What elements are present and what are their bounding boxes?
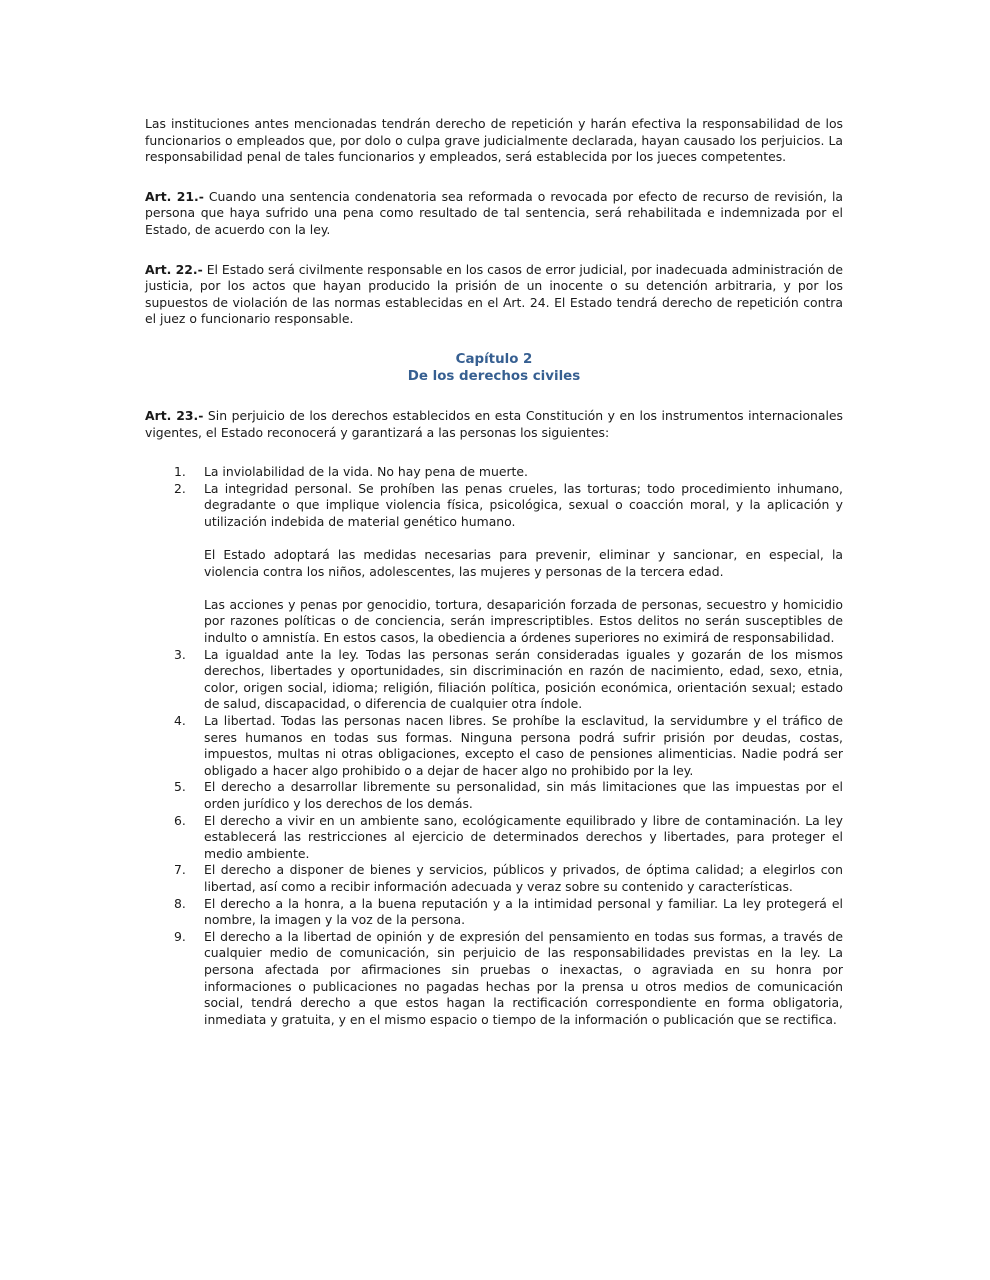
list-item-number: 3.: [174, 646, 186, 662]
list-item-text: El derecho a la libertad de opinión y de expresión del pensamiento en todas sus formas, a través de cualquier medio de comunicación, sin perjuicio de las responsabilidades previstas en la ley. La persona afectada por afirmaciones sin pruebas o inexactas, o agraviada en su honra por informaciones o publicaciones no pagadas hechas por la prensa u otros medios de comunicación social, tendrá derecho a que estos hagan la rectificación correspondiente en forma obligatoria, inmediata y gratuita, y en el mismo espacio o tiempo de la información o publicación que se rectifica.: [204, 928, 843, 1027]
list-item-number: 8.: [174, 895, 186, 911]
list-item: [145, 813, 843, 863]
article-22: [145, 262, 843, 328]
document-page: [145, 116, 843, 1028]
list-item-text: El derecho a vivir en un ambiente sano, ecológicamente equilibrado y libre de contaminación. La ley establecerá las restricciones al ejercicio de determinados derechos y libertades, para proteger el medio ambiente.: [204, 812, 843, 861]
list-item: [145, 464, 843, 481]
list-item: [145, 896, 843, 929]
article-21: [145, 189, 843, 239]
list-item-text: El derecho a la honra, a la buena reputación y a la intimidad personal y familiar. La ley protegerá el nombre, la imagen y la voz de la persona.: [204, 895, 843, 928]
list-item: [145, 647, 843, 713]
list-item-number: 1.: [174, 464, 186, 480]
list-item: [145, 862, 843, 895]
list-item: [145, 779, 843, 812]
list-item-number: 2.: [174, 480, 186, 496]
article-22-label: Art. 22.-: [145, 261, 203, 277]
article-21-label: Art. 21.-: [145, 188, 204, 204]
rights-list: [145, 464, 843, 1028]
list-item-text: La igualdad ante la ley. Todas las personas serán consideradas iguales y gozarán de los mismos derechos, libertades y oportunidades, sin discriminación en razón de nacimiento, edad, sexo, etnia, color, origen social, idioma; religión, filiación política, posición económica, orientación sexual; estado de salud, discapacidad, o diferencia de cualquier otra índole.: [204, 646, 843, 712]
list-item-text: El derecho a desarrollar libremente su personalidad, sin más limitaciones que las impuestas por el orden jurídico y los derechos de los demás.: [204, 779, 843, 811]
list-item-number: 5.: [174, 779, 186, 795]
list-item-text: La inviolabilidad de la vida. No hay pena de muerte.: [204, 464, 528, 480]
list-item-number: 9.: [174, 928, 186, 944]
chapter-heading: [145, 351, 843, 385]
chapter-number: Capítulo 2: [455, 351, 533, 367]
list-item: [145, 713, 843, 779]
list-item-text: La libertad. Todas las personas nacen libres. Se prohíbe la esclavitud, la servidumbre y el tráfico de seres humanos en todas sus formas. Ninguna persona podrá sufrir prisión por deudas, costas, impuestos, multas ni otras obligaciones, excepto el caso de pensiones alimenticias. Nadie podrá ser obligado a hacer algo prohibido o a dejar de hacer algo no prohibido por la ley.: [204, 713, 843, 778]
list-item-subparagraph: Las acciones y penas por genocidio, tortura, desaparición forzada de personas, secuestro y homicidio por razones políticas o de conciencia, serán imprescriptibles. Estos delitos no serán susceptibles de indulto o amnistía. En estos casos, la obediencia a órdenes superiores no eximirá de responsabilidad.: [204, 596, 843, 646]
list-item-subparagraph: El Estado adoptará las medidas necesarias para prevenir, eliminar y sancionar, en especial, la violencia contra los niños, adolescentes, las mujeres y personas de la tercera edad.: [204, 547, 843, 579]
list-item-number: 6.: [174, 812, 186, 828]
article-23-text: Sin perjuicio de los derechos establecidos en esta Constitución y en los instrumentos internacionales vigentes, el Estado reconocerá y garantizará a las personas los siguientes:: [145, 407, 843, 440]
list-item-number: 7.: [174, 862, 186, 878]
chapter-title: De los derechos civiles: [407, 368, 581, 384]
article-23-label: Art. 23.-: [145, 407, 204, 423]
article-23: [145, 408, 843, 441]
list-item-number: 4.: [174, 713, 186, 729]
list-item: [145, 481, 843, 647]
list-item-text: La integridad personal. Se prohíben las penas crueles, las torturas; todo procedimiento inhumano, degradante o que implique violencia física, psicológica, sexual o coacción moral, y la aplicación y utilización indebida de material genético humano.: [204, 480, 843, 529]
list-item: [145, 929, 843, 1029]
article-21-text: Cuando una sentencia condenatoria sea reformada o revocada por efecto de recurso de revisión, la persona que haya sufrido una pena como resultado de tal sentencia, será rehabilitada e indemnizada por el Estado, de acuerdo con la ley.: [145, 188, 843, 237]
list-item-text: El derecho a disponer de bienes y servicios, públicos y privados, de óptima calidad; a elegirlos con libertad, así como a recibir información adecuada y veraz sobre su contenido y características.: [204, 862, 843, 894]
article-22-text: El Estado será civilmente responsable en los casos de error judicial, por inadecuada administración de justicia, por los actos que hayan producido la prisión de un inocente o su detención arbitraria, y por los supuestos de violación de las normas establecidas en el Art. 24. El Estado tendrá derecho de repetición contra el juez o funcionario responsable.: [145, 261, 843, 327]
paragraph-repeticion: Las instituciones antes mencionadas tendrán derecho de repetición y harán efectiva la responsabilidad de los funcionarios o empleados que, por dolo o culpa grave judicialmente declarada, hayan causado los perjuicios. La responsabilidad penal de tales funcionarios y empleados, será establecida por los jueces competentes.: [145, 116, 843, 165]
